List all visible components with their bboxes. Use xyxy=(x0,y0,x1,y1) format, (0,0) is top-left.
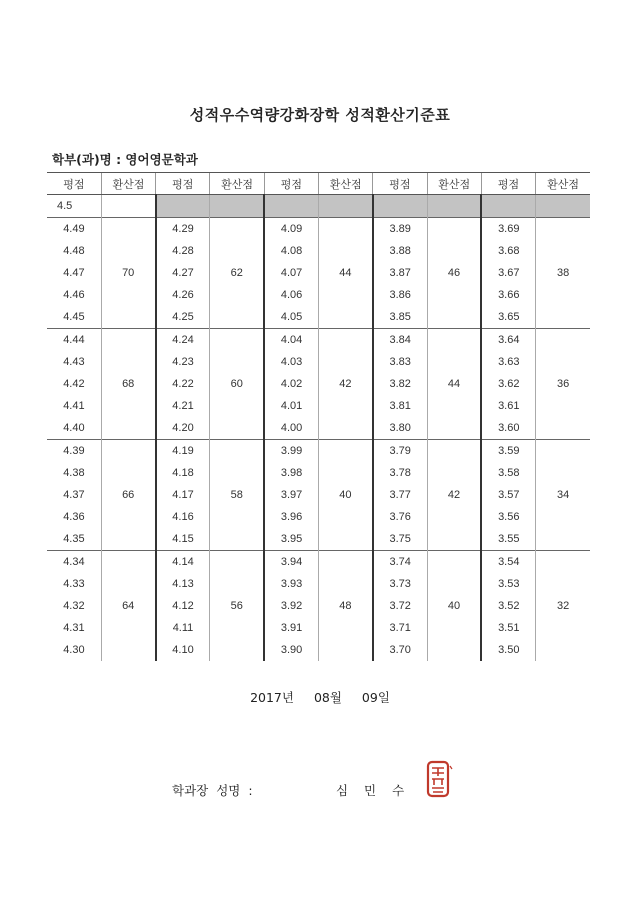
score-cell xyxy=(101,195,155,218)
grade-cell: 4.29 xyxy=(156,218,210,241)
grade-cell: 3.65 xyxy=(481,306,535,329)
empty-gray-cell xyxy=(536,195,590,218)
grade-cell: 4.10 xyxy=(156,639,210,661)
grade-cell: 4.23 xyxy=(156,351,210,373)
header-cell: 평점 xyxy=(481,173,535,195)
grade-cell: 4.49 xyxy=(47,218,101,241)
grade-cell: 3.78 xyxy=(373,462,427,484)
grade-cell: 4.35 xyxy=(63,533,85,545)
score-cell: 66 xyxy=(101,440,155,551)
header-cell: 평점 xyxy=(373,173,427,195)
empty-gray-cell xyxy=(210,195,264,218)
score-cell: 44 xyxy=(427,329,481,440)
grade-cell: 4.40 xyxy=(63,422,85,434)
grade-cell: 4.38 xyxy=(63,467,85,479)
score-cell: 64 xyxy=(101,551,155,662)
grade-cell: 4.14 xyxy=(156,551,210,574)
score-cell: 68 xyxy=(101,329,155,440)
grade-cell: 3.71 xyxy=(373,617,427,639)
header-cell: 환산점 xyxy=(427,173,481,195)
grade-cell: 3.61 xyxy=(481,395,535,417)
empty-gray-cell xyxy=(264,195,318,218)
grade-cell: 3.93 xyxy=(264,573,318,595)
grade-cell: 4.34 xyxy=(47,551,101,574)
grade-cell: 4.31 xyxy=(63,622,85,634)
table-header-row xyxy=(47,173,590,195)
grade-cell: 3.58 xyxy=(481,462,535,484)
grade-cell: 4.5 xyxy=(47,195,101,218)
grade-cell: 4.36 xyxy=(63,511,85,523)
grade-cell: 3.86 xyxy=(373,284,427,306)
grade-cell: 4.28 xyxy=(156,240,210,262)
grade-cell: 4.15 xyxy=(156,528,210,551)
grade-cell: 4.43 xyxy=(63,356,85,368)
score-cell: 60 xyxy=(210,329,264,440)
grade-cell: 3.92 xyxy=(264,595,318,617)
grade-cell: 3.60 xyxy=(481,417,535,440)
grade-cell: 4.08 xyxy=(264,240,318,262)
score-cell: 48 xyxy=(318,551,372,662)
top-grade-row xyxy=(47,195,590,218)
grade-cell: 3.50 xyxy=(481,639,535,661)
score-cell: 42 xyxy=(318,329,372,440)
header-cell: 환산점 xyxy=(536,173,590,195)
table-row xyxy=(47,551,590,574)
header-cell: 평점 xyxy=(156,173,210,195)
grade-cell: 3.96 xyxy=(264,506,318,528)
grade-cell: 4.30 xyxy=(63,644,85,656)
grade-cell: 4.21 xyxy=(156,395,210,417)
grade-cell: 3.84 xyxy=(373,329,427,352)
signature-name: 심 민 수 xyxy=(336,783,411,798)
grade-cell: 4.42 xyxy=(63,378,85,390)
score-cell: 42 xyxy=(427,440,481,551)
score-cell: 40 xyxy=(427,551,481,662)
grade-cell: 4.46 xyxy=(63,289,85,301)
grade-cell: 4.39 xyxy=(47,440,101,463)
grade-cell: 4.20 xyxy=(156,417,210,440)
grade-cell: 3.75 xyxy=(373,528,427,551)
grade-cell: 3.64 xyxy=(481,329,535,352)
grade-cell: 4.09 xyxy=(264,218,318,241)
table-row xyxy=(47,329,590,352)
grade-cell: 4.26 xyxy=(156,284,210,306)
grade-cell: 4.48 xyxy=(63,245,85,257)
signature-label: 학과장 성명 : xyxy=(172,783,253,798)
score-cell: 34 xyxy=(536,440,590,551)
grade-cell: 4.27 xyxy=(156,262,210,284)
grade-cell: 4.19 xyxy=(156,440,210,463)
header-cell: 환산점 xyxy=(210,173,264,195)
grade-cell: 3.79 xyxy=(373,440,427,463)
grade-cell: 4.05 xyxy=(264,306,318,329)
score-cell: 62 xyxy=(210,218,264,329)
grade-cell: 3.80 xyxy=(373,417,427,440)
grade-cell: 4.13 xyxy=(156,573,210,595)
grade-cell: 4.00 xyxy=(264,417,318,440)
seal-stamp-icon xyxy=(424,758,454,802)
grade-cell: 3.54 xyxy=(481,551,535,574)
grade-cell: 3.97 xyxy=(264,484,318,506)
grade-cell: 4.44 xyxy=(47,329,101,352)
grade-cell: 3.85 xyxy=(373,306,427,329)
empty-gray-cell xyxy=(156,195,210,218)
grade-cell: 3.63 xyxy=(481,351,535,373)
grade-cell: 4.47 xyxy=(63,267,85,279)
document-date xyxy=(0,688,640,706)
grade-cell: 4.04 xyxy=(264,329,318,352)
department-label: 학부(과)명 : 영어영문학과 xyxy=(52,152,198,167)
grade-cell: 4.17 xyxy=(156,484,210,506)
grade-cell: 3.69 xyxy=(481,218,535,241)
empty-gray-cell xyxy=(318,195,372,218)
grade-cell: 4.03 xyxy=(264,351,318,373)
grade-cell: 4.18 xyxy=(156,462,210,484)
grade-cell: 3.82 xyxy=(373,373,427,395)
header-cell: 평점 xyxy=(264,173,318,195)
grade-cell: 3.74 xyxy=(373,551,427,574)
score-cell: 58 xyxy=(210,440,264,551)
grade-cell: 3.99 xyxy=(264,440,318,463)
header-cell: 환산점 xyxy=(101,173,155,195)
score-cell: 32 xyxy=(536,551,590,662)
grade-cell: 4.12 xyxy=(156,595,210,617)
grade-cell: 3.95 xyxy=(264,528,318,551)
grade-cell: 4.16 xyxy=(156,506,210,528)
score-cell: 46 xyxy=(427,218,481,329)
date-year: 2017년 xyxy=(250,690,294,705)
grade-cell: 4.11 xyxy=(156,617,210,639)
grade-conversion-table xyxy=(47,172,590,661)
grade-cell: 3.62 xyxy=(481,373,535,395)
grade-cell: 4.25 xyxy=(156,306,210,329)
grade-cell: 4.22 xyxy=(156,373,210,395)
grade-cell: 3.72 xyxy=(373,595,427,617)
score-cell: 38 xyxy=(536,218,590,329)
table-row xyxy=(47,218,590,241)
grade-cell: 3.68 xyxy=(481,240,535,262)
score-cell: 56 xyxy=(210,551,264,662)
grade-cell: 3.81 xyxy=(373,395,427,417)
document-title: 성적우수역량강화장학 성적환산기준표 xyxy=(189,106,451,124)
grade-cell: 3.89 xyxy=(373,218,427,241)
grade-cell: 3.59 xyxy=(481,440,535,463)
grade-cell: 4.02 xyxy=(264,373,318,395)
grade-cell: 3.55 xyxy=(481,528,535,551)
grade-cell: 3.77 xyxy=(373,484,427,506)
grade-cell: 3.67 xyxy=(481,262,535,284)
grade-cell: 3.73 xyxy=(373,573,427,595)
grade-cell: 3.90 xyxy=(264,639,318,661)
grade-cell: 4.24 xyxy=(156,329,210,352)
grade-cell: 3.66 xyxy=(481,284,535,306)
grade-cell: 3.57 xyxy=(481,484,535,506)
grade-cell: 4.32 xyxy=(63,600,85,612)
score-cell: 40 xyxy=(318,440,372,551)
date-month: 08월 xyxy=(313,690,342,705)
grade-cell: 3.52 xyxy=(481,595,535,617)
grade-cell: 4.45 xyxy=(63,311,85,323)
empty-gray-cell xyxy=(481,195,535,218)
grade-cell: 4.41 xyxy=(63,400,85,412)
grade-cell: 3.91 xyxy=(264,617,318,639)
table-row xyxy=(47,440,590,463)
grade-cell: 4.01 xyxy=(264,395,318,417)
header-cell: 평점 xyxy=(47,173,101,195)
grade-cell: 3.76 xyxy=(373,506,427,528)
grade-cell: 3.56 xyxy=(481,506,535,528)
grade-cell: 3.87 xyxy=(373,262,427,284)
score-cell: 36 xyxy=(536,329,590,440)
score-cell: 44 xyxy=(318,218,372,329)
score-cell: 70 xyxy=(101,218,155,329)
empty-gray-cell xyxy=(427,195,481,218)
empty-gray-cell xyxy=(373,195,427,218)
grade-cell: 4.33 xyxy=(63,578,85,590)
grade-cell: 3.51 xyxy=(481,617,535,639)
grade-cell: 3.98 xyxy=(264,462,318,484)
grade-cell: 4.07 xyxy=(264,262,318,284)
date-day: 09일 xyxy=(361,690,390,705)
grade-cell: 3.88 xyxy=(373,240,427,262)
grade-cell: 4.37 xyxy=(63,489,85,501)
grade-cell: 3.94 xyxy=(264,551,318,574)
grade-cell: 3.70 xyxy=(373,639,427,661)
grade-cell: 3.53 xyxy=(481,573,535,595)
grade-cell: 3.83 xyxy=(373,351,427,373)
header-cell: 환산점 xyxy=(318,173,372,195)
grade-cell: 4.06 xyxy=(264,284,318,306)
